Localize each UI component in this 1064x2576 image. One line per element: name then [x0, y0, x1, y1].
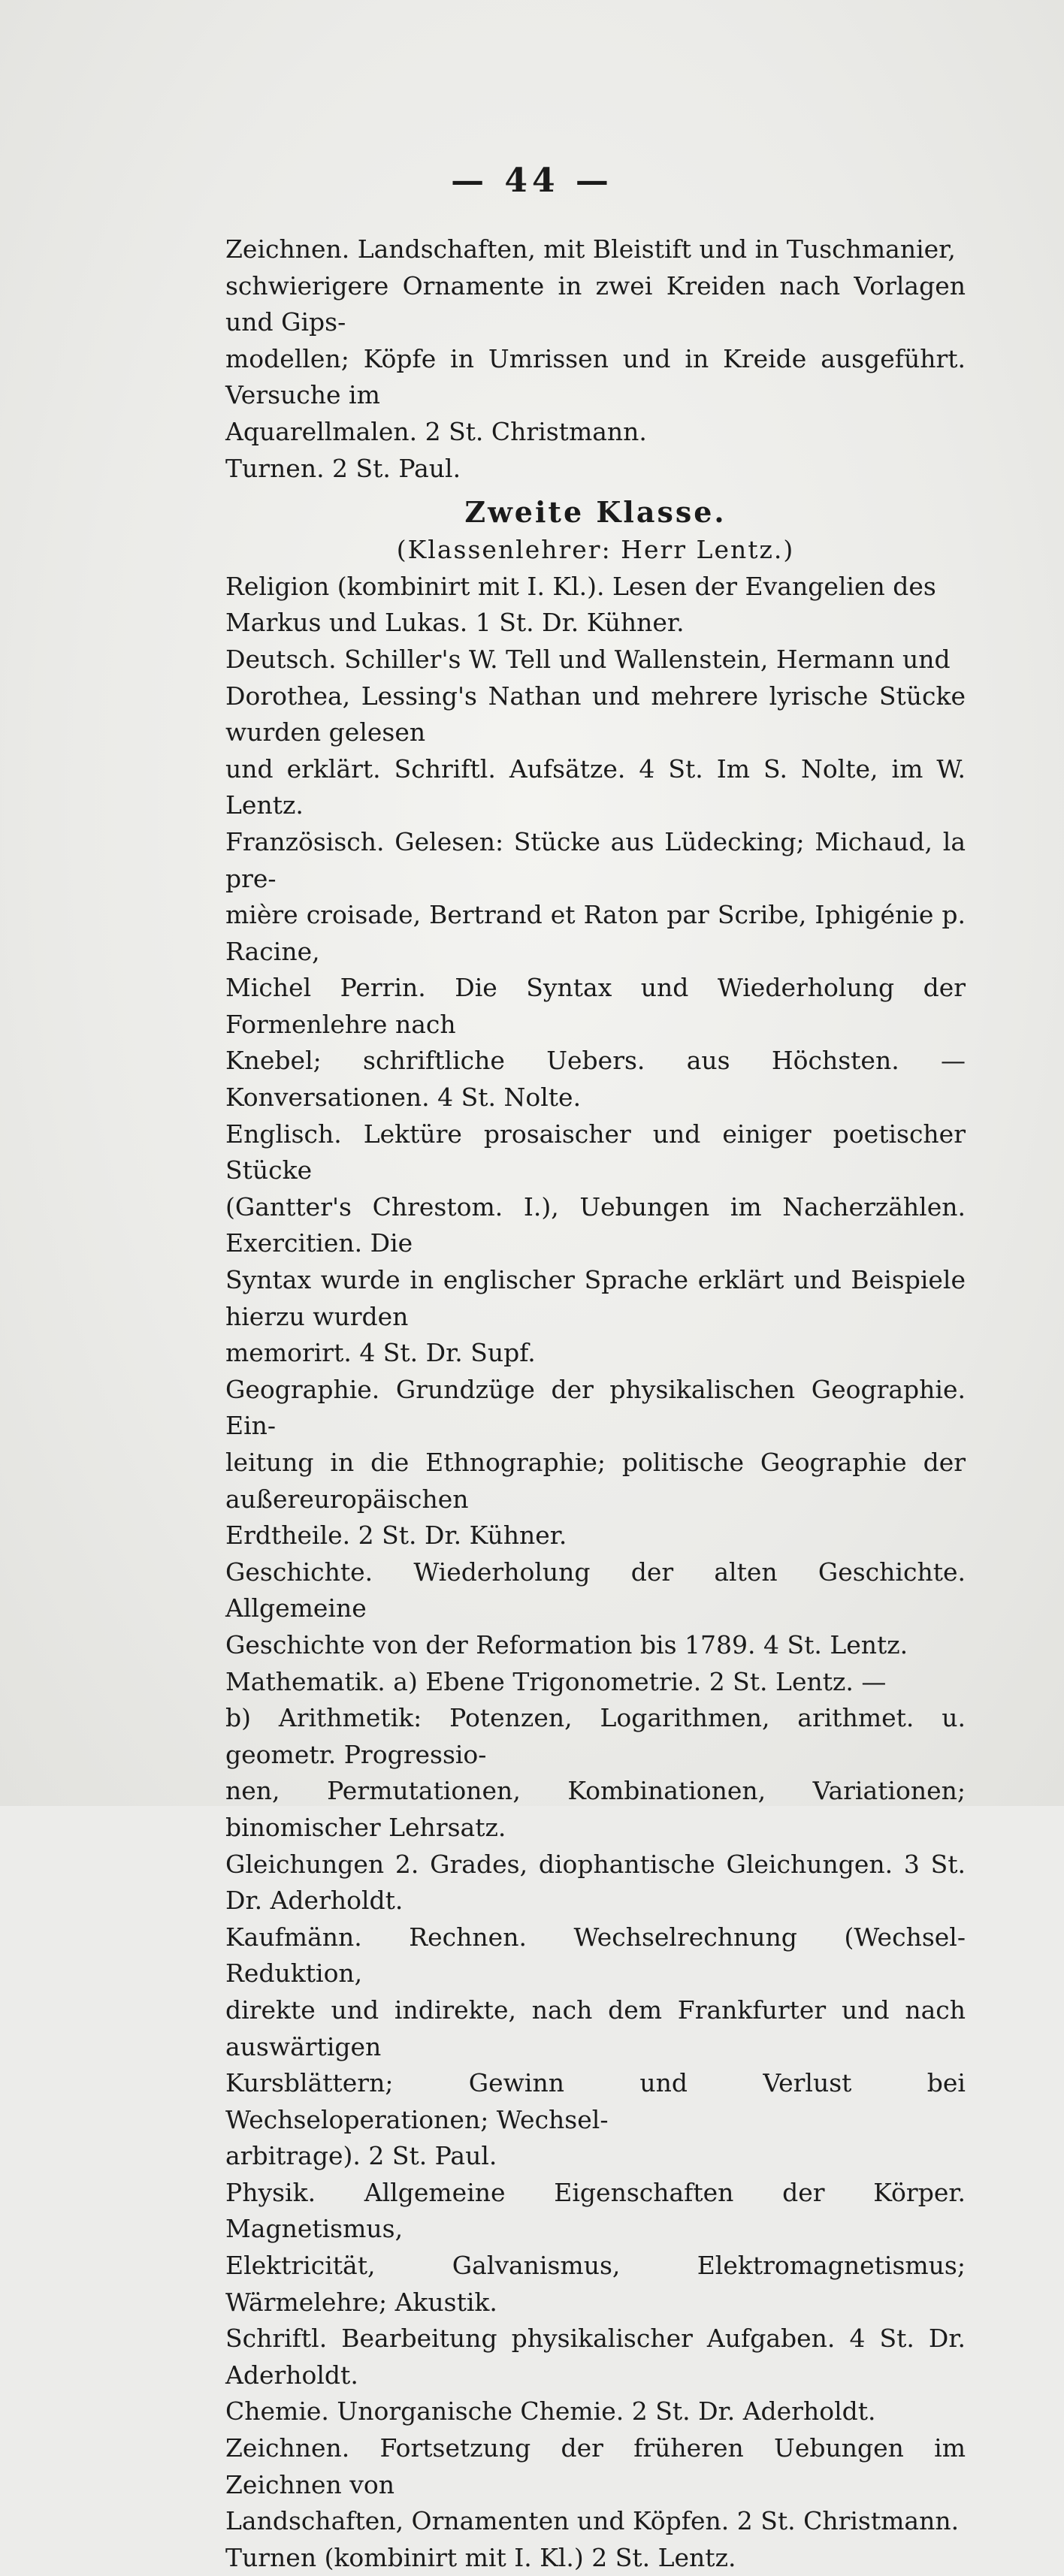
- text-line: nen, Permutationen, Kombinationen, Variationen; binomischer Lehrsatz.: [225, 1776, 966, 1842]
- text-line: Dorothea, Lessing's Nathan und mehrere lyrische Stücke wurden gelesen: [225, 681, 966, 747]
- text-line: Zeichnen. Fortsetzung der früheren Uebungen im Zeichnen von: [225, 2433, 966, 2499]
- class-teacher: (Klassenlehrer: Herr Lentz.): [396, 535, 795, 565]
- text-line: Mathematik. a) Ebene Trigonometrie. 2 St. Lentz. —: [225, 1666, 887, 1696]
- page-number: — 44 —: [451, 162, 613, 200]
- text-line: Aquarellmalen. 2 St. Christmann.: [225, 416, 647, 446]
- text-line: leitung in die Ethnographie; politische Geographie der außereuropäischen: [225, 1448, 966, 1514]
- section-title: Zweite Klasse.: [464, 495, 727, 530]
- text-line: Englisch. Lektüre prosaischer und einiger poetischer Stücke: [225, 1119, 966, 1185]
- text-line: Turnen. 2 St. Paul.: [225, 453, 461, 483]
- text-line: arbitrage). 2 St. Paul.: [225, 2141, 497, 2171]
- text-line: mière croisade, Bertrand et Raton par Scribe, Iphigénie p. Racine,: [225, 900, 966, 966]
- text-line: und erklärt. Schriftl. Aufsätze. 4 St. Im S. Nolte, im W. Lentz.: [225, 753, 966, 820]
- text-line: Kursblättern; Gewinn und Verlust bei Wechseloperationen; Wechsel-: [225, 2068, 966, 2134]
- text-line: (Gantter's Chrestom. I.), Uebungen im Nacherzählen. Exercitien. Die: [225, 1191, 966, 1258]
- text-line: modellen; Köpfe in Umrissen und in Kreide ausgeführt. Versuche im: [225, 343, 966, 410]
- text-line: Geschichte. Wiederholung der alten Geschichte. Allgemeine: [225, 1557, 966, 1623]
- text-line: Elektricität, Galvanismus, Elektromagnetismus; Wärmelehre; Akustik.: [225, 2251, 966, 2317]
- text-line: schwierigere Ornamente in zwei Kreiden nach Vorlagen und Gips-: [225, 270, 966, 337]
- text-line: Deutsch. Schiller's W. Tell und Wallenstein, Hermann und: [225, 644, 951, 674]
- text-line: Erdtheile. 2 St. Dr. Kühner.: [225, 1521, 567, 1551]
- text-line: Geographie. Grundzüge der physikalischen Geographie. Ein-: [225, 1374, 966, 1441]
- text-line: Geschichte von der Reformation bis 1789. 4 St. Lentz.: [225, 1629, 908, 1659]
- text-line: Knebel; schriftliche Uebers. aus Höchsten. — Konversationen. 4 St. Nolte.: [225, 1046, 966, 1113]
- text-line: Turnen (kombinirt mit I. Kl.) 2 St. Lentz.: [225, 2542, 736, 2572]
- text-line: Markus und Lukas. 1 St. Dr. Kühner.: [225, 608, 685, 638]
- text-line: memorirt. 4 St. Dr. Supf.: [225, 1338, 536, 1368]
- text-line: direkte und indirekte, nach dem Frankfurter und nach auswärtigen: [225, 1995, 966, 2061]
- text-line: Französisch. Gelesen: Stücke aus Lüdecking; Michaud, la pre-: [225, 826, 966, 893]
- text-line: Kaufmänn. Rechnen. Wechselrechnung (Wechsel-Reduktion,: [225, 1922, 966, 1989]
- text-line: Gleichungen 2. Grades, diophantische Gleichungen. 3 St. Dr. Aderholdt.: [225, 1849, 966, 1916]
- text-line: Physik. Allgemeine Eigenschaften der Körper. Magnetismus,: [225, 2177, 966, 2244]
- text-line: Michel Perrin. Die Syntax und Wiederholung der Formenlehre nach: [225, 973, 966, 1039]
- text-line: Zeichnen. Landschaften, mit Bleistift und in Tuschmanier,: [225, 234, 956, 264]
- text-line: Religion (kombinirt mit I. Kl.). Lesen der Evangelien des: [225, 571, 936, 601]
- text-line: Syntax wurde in englischer Sprache erklärt und Beispiele hierzu wurden: [225, 1265, 966, 1331]
- text-line: b) Arithmetik: Potenzen, Logarithmen, arithmet. u. geometr. Progressio-: [225, 1703, 966, 1769]
- text-line: Landschaften, Ornamenten und Köpfen. 2 St. Christmann.: [225, 2506, 960, 2536]
- text-line: Chemie. Unorganische Chemie. 2 St. Dr. Aderholdt.: [225, 2396, 876, 2427]
- text-line: Schriftl. Bearbeitung physikalischer Aufgaben. 4 St. Dr. Aderholdt.: [225, 2324, 966, 2390]
- text-body: [225, 231, 966, 2576]
